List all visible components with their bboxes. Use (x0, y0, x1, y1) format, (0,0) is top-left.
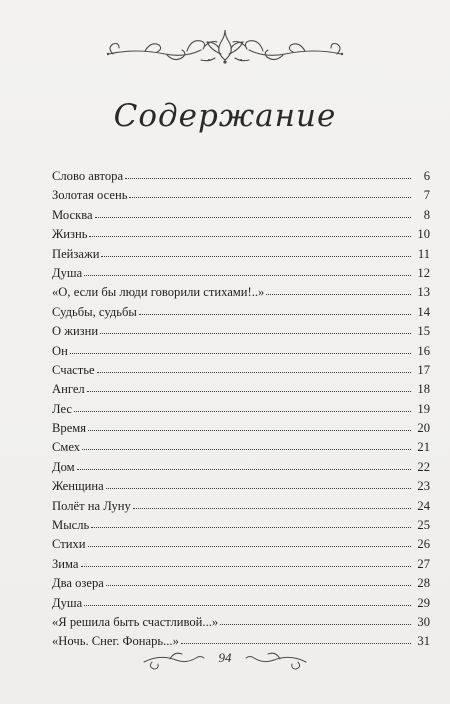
toc-entry (52, 400, 430, 419)
dot-leader (100, 332, 411, 334)
toc-entry-title: «Я решила быть счастливой...» (52, 614, 219, 629)
toc-entry-title: Полёт на Луну (52, 498, 131, 513)
dot-leader (84, 604, 411, 606)
toc-entry (52, 419, 430, 438)
dot-leader (220, 623, 411, 625)
toc-entry-page-number: 31 (417, 634, 430, 649)
dot-leader (77, 468, 411, 470)
toc-entry (52, 535, 430, 554)
dot-leader (133, 507, 411, 509)
toc-entry-title: Слово автора (52, 169, 124, 183)
toc-entry (52, 555, 430, 574)
toc-entry-title: Он (52, 343, 68, 358)
toc-entry-page-number: 16 (417, 343, 430, 358)
toc-entry-page-number: 14 (417, 304, 430, 319)
toc-entry-title: Пейзажи (52, 246, 100, 261)
toc-entry-title: Время (52, 421, 87, 436)
toc-entry-title: Золотая осень (52, 188, 128, 203)
toc-entry (52, 594, 430, 613)
toc-entry-page-number: 27 (417, 556, 430, 571)
toc-entry-page-number: 18 (417, 382, 430, 397)
floral-ornament-icon (105, 24, 345, 68)
toc-entry (52, 283, 430, 302)
dot-leader (106, 584, 411, 586)
dot-leader (70, 352, 411, 354)
toc-entry-page-number: 15 (417, 324, 430, 339)
toc-entry-page-number: 22 (417, 459, 430, 474)
toc-entry-title: Душа (52, 265, 83, 280)
dot-leader (88, 545, 411, 547)
dot-leader (125, 177, 411, 179)
dot-leader (139, 313, 411, 315)
toc-entry (52, 458, 430, 477)
toc-entry (52, 342, 430, 361)
toc-entry (52, 380, 430, 399)
toc-entry (52, 303, 430, 322)
dot-leader (81, 565, 411, 567)
toc-entry (52, 245, 430, 264)
toc-entry-page-number: 30 (417, 614, 430, 629)
toc-entry-page-number: 11 (417, 246, 430, 261)
toc-entry (52, 322, 430, 341)
toc-entry (52, 613, 430, 632)
toc-entry (52, 264, 430, 283)
dot-leader (129, 196, 411, 198)
toc-entry (52, 361, 430, 380)
toc-entry-title: Душа (52, 595, 83, 610)
toc-entry-page-number: 25 (417, 518, 430, 533)
toc-entry-page-number: 6 (423, 169, 430, 183)
toc-entry-page-number: 10 (417, 227, 430, 242)
toc-entry-page-number: 26 (417, 537, 430, 552)
dot-leader (95, 216, 411, 218)
toc-entry-title: Лес (52, 401, 72, 416)
toc-entry-title: «О, если бы люди говорили стихами!..» (52, 285, 265, 300)
toc-entry-title: Зима (52, 556, 79, 571)
toc-entry (52, 516, 430, 535)
toc-entry (52, 186, 430, 205)
toc-entry-page-number: 24 (417, 498, 430, 513)
dot-leader (89, 235, 411, 237)
dot-leader (101, 255, 411, 257)
toc-entry-title: Дом (52, 459, 75, 474)
dot-leader (84, 274, 411, 276)
page-number: 94 (218, 650, 232, 665)
toc-entry (52, 574, 430, 593)
toc-entry-page-number: 17 (417, 362, 430, 377)
toc-entry-page-number: 21 (417, 440, 430, 455)
dot-leader (181, 642, 411, 644)
toc-entry-title: Смех (52, 440, 81, 455)
dot-leader (88, 429, 411, 431)
dot-leader (106, 487, 411, 489)
page-title: Содержание (113, 98, 337, 134)
toc-entry-title: Москва (52, 207, 93, 222)
toc-entry-page-number: 19 (417, 401, 430, 416)
dot-leader (97, 371, 411, 373)
toc-entry-title: Мысль (52, 518, 90, 533)
toc-entry-page-number: 23 (417, 479, 430, 494)
toc-entry (52, 225, 430, 244)
toc-entry-title: Счастье (52, 362, 95, 377)
toc-entry-title: Стихи (52, 537, 86, 552)
toc-entry-title: Жизнь (52, 227, 88, 242)
toc-entry-title: Два озера (52, 576, 104, 591)
table-of-contents (52, 167, 430, 652)
dot-leader (87, 390, 411, 392)
toc-entry-title: О жизни (52, 324, 99, 339)
toc-entry-page-number: 8 (423, 207, 430, 222)
toc-entry-page-number: 12 (417, 265, 430, 280)
toc-entry (52, 438, 430, 457)
dot-leader (266, 293, 411, 295)
dot-leader (74, 410, 411, 412)
dot-leader (91, 526, 411, 528)
toc-entry-title: Судьбы, судьбы (52, 304, 137, 319)
toc-entry-page-number: 20 (417, 421, 430, 436)
toc-entry (52, 167, 430, 186)
toc-entry-title: «Ночь. Снег. Фонарь...» (52, 634, 179, 649)
toc-entry-page-number: 13 (417, 285, 430, 300)
dot-leader (82, 448, 411, 450)
toc-entry-page-number: 28 (417, 576, 430, 591)
toc-entry-page-number: 7 (423, 188, 430, 203)
toc-entry (52, 206, 430, 225)
toc-entry-title: Ангел (52, 382, 85, 397)
toc-entry (52, 497, 430, 516)
toc-entry (52, 477, 430, 496)
toc-entry-title: Женщина (52, 479, 104, 494)
toc-entry-page-number: 29 (417, 595, 430, 610)
